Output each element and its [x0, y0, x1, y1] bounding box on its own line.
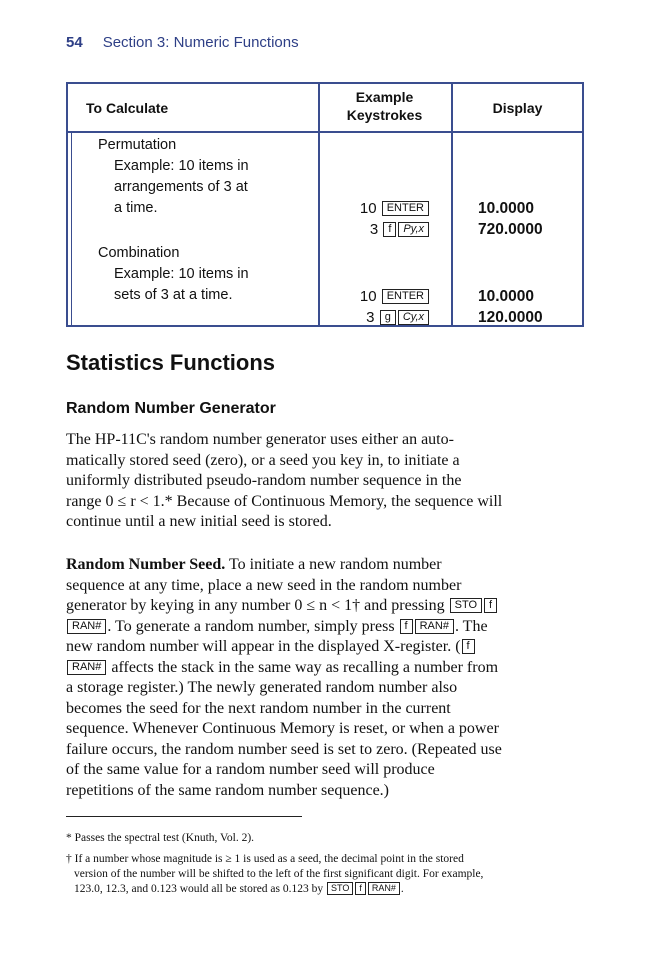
f-key: f — [462, 639, 475, 654]
sto-key: STO — [327, 882, 353, 895]
f-key: f — [400, 619, 413, 634]
ran-key: RAN# — [67, 619, 106, 634]
page-header — [66, 34, 299, 51]
combination-display: 10.0000 120.0000 — [478, 288, 543, 326]
pyx-key: Py,x — [398, 222, 429, 237]
combination-keystrokes: 10 ENTER 3 g Cy,x — [324, 286, 430, 328]
col-header-display: Display — [492, 100, 543, 116]
ran-key: RAN# — [368, 882, 400, 895]
section-header: Section 3: Numeric Functions — [102, 34, 299, 51]
footnote-1: * Passes the spectral test (Knuth, Vol. 2). — [66, 832, 255, 844]
paragraph-intro: The HP-11C's random number generator uses either an auto- matically stored seed (zero), or a seed you key in, to initiate a uniformly distributed pseudo-random number sequence in the range 0 ≤ r < 1.* Because of Continuous Memory, the sequence will continue until a new initial seed is stored. — [66, 431, 503, 530]
permutation-keystrokes: 10 ENTER 3 f Py,x — [324, 198, 430, 240]
combination-description: Combination Example: 10 items in sets of 3 at a time. — [98, 245, 249, 303]
seed-lead: Random Number Seed. — [66, 556, 226, 573]
sto-key: STO — [450, 598, 482, 613]
col-header-calc: To Calculate — [86, 100, 169, 116]
ran-key: RAN# — [67, 660, 106, 675]
footnote-2: † If a number whose magnitude is ≥ 1 is used as a seed, the decimal point in the stored version of the number will be shifted to the left of the first significant digit. For example, 123.0, 12.3, and 0.123 would all be stored as 0.123 by STO f RAN# . — [66, 853, 484, 895]
permutation-display: 10.0000 720.0000 — [478, 200, 543, 238]
g-key: g — [380, 310, 396, 325]
page-number: 54 — [66, 34, 83, 51]
paragraph-seed: Random Number Seed. To initiate a new random number sequence at any time, place a new seed in the random number generator by keying in any number 0 ≤ n < 1† and pressing STO f RAN# . To generate a random number, simply press f RAN# . The new random number will appear in the displayed X-register. ( f RAN# affects the stack in the same way as recalling a number from a storage register.) The newly generated random number also becomes the seed for the next random number in the current sequence. Whenever Continuous Memory is reset, or when a power failure occurs, the random number seed is set to zero. (Repeated use of the same value for a random number seed will produce repetitions of the same random number sequence.) — [66, 556, 502, 799]
f-key: f — [484, 598, 497, 613]
section-title: Statistics Functions — [66, 350, 276, 375]
f-key: f — [355, 882, 366, 895]
col-header-keystrokes: Example Keystrokes — [346, 89, 423, 123]
permutation-description: Permutation Example: 10 items in arrangements of 3 at a time. — [98, 137, 249, 216]
footnote-divider — [66, 816, 302, 817]
f-key: f — [383, 222, 396, 237]
ran-key: RAN# — [415, 619, 454, 634]
enter-key: ENTER — [382, 289, 429, 304]
enter-key: ENTER — [382, 201, 429, 216]
subsection-title: Random Number Generator — [66, 400, 276, 417]
cyx-key: Cy,x — [398, 310, 429, 325]
calc-table — [66, 82, 584, 327]
